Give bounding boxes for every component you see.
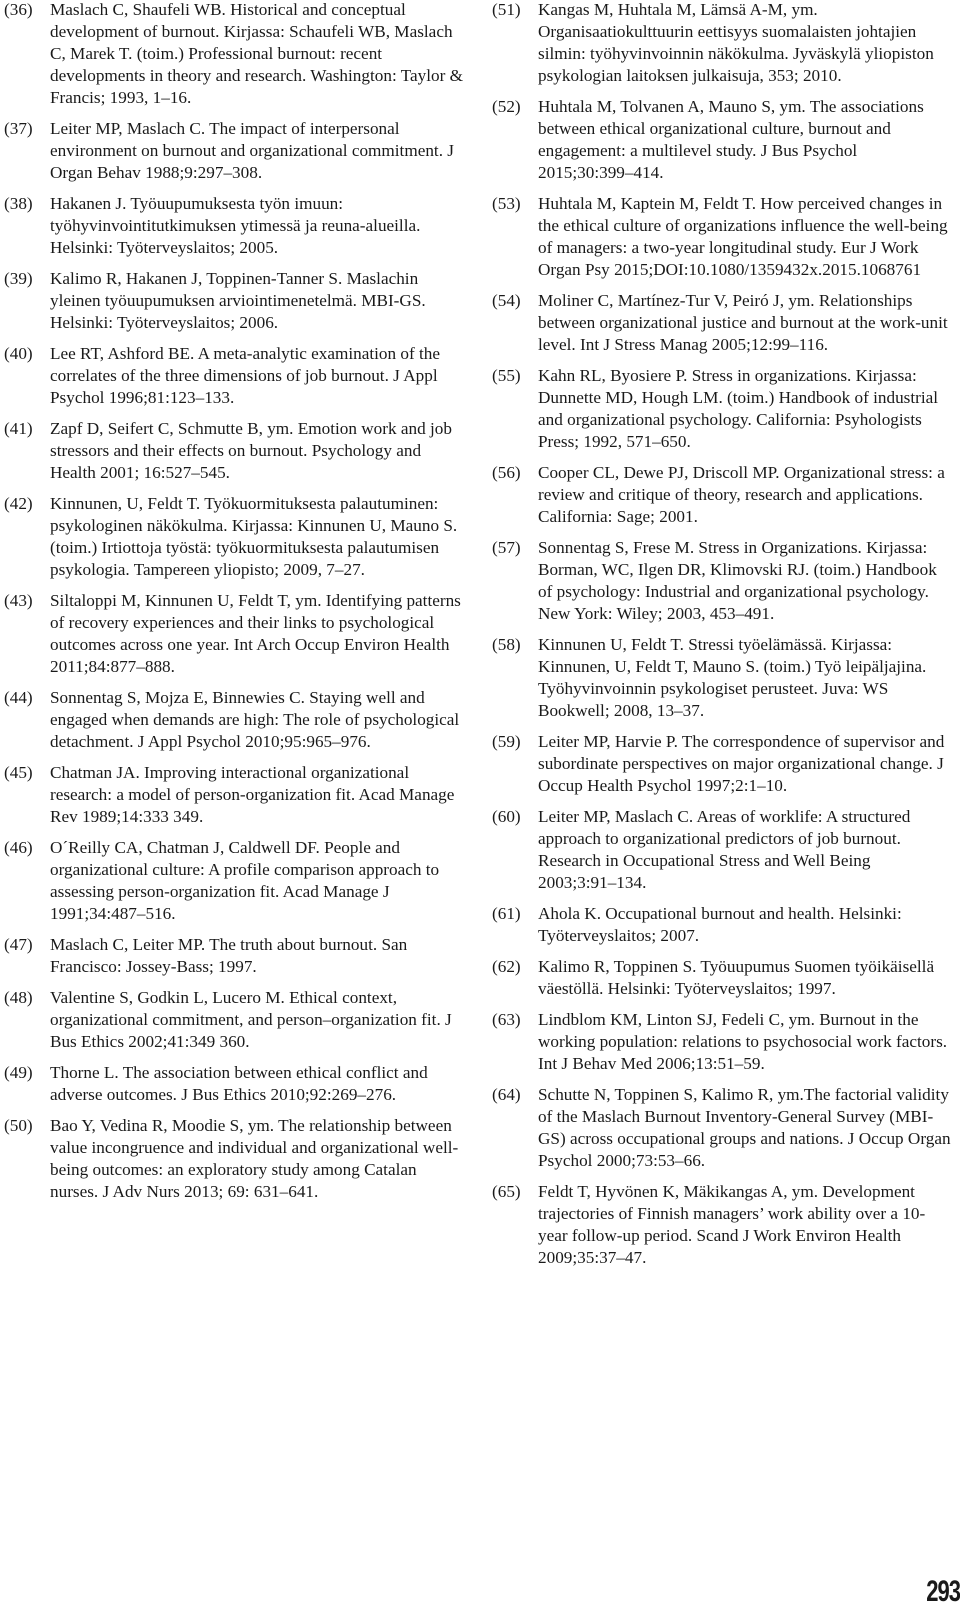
reference-number: (55) (492, 366, 521, 385)
reference-item (492, 806, 952, 894)
reference-item (4, 418, 466, 484)
reference-item (4, 987, 466, 1053)
reference-number: (49) (4, 1063, 33, 1082)
reference-item (492, 731, 952, 797)
reference-text: Sonnentag S, Mojza E, Binnewies C. Staying well and engaged when demands are high: The role of psychological detachment. J Appl Psychol 2010;95:965–976. (50, 688, 460, 751)
reference-number: (64) (492, 1085, 521, 1104)
reference-item (492, 365, 952, 453)
reference-item (492, 193, 952, 281)
reference-text: Feldt T, Hyvönen K, Mäkikangas A, ym. Development trajectories of Finnish managers’ work ability over a 10-year follow-up period. Scand J Work Environ Health 2009;35:37–47. (538, 1182, 926, 1267)
reference-text: Sonnentag S, Frese M. Stress in Organizations. Kirjassa: Borman, WC, Ilgen DR, Klimovski RJ. (toim.) Handbook of psychology: Industrial and organizational psychology. New York: Wiley; 2003, 453–491. (538, 538, 937, 623)
reference-item (492, 956, 952, 1000)
reference-number: (65) (492, 1182, 521, 1201)
reference-text: Kahn RL, Byosiere P. Stress in organizations. Kirjassa: Dunnette MD, Hough LM. (toim.) Handbook of industrial and organizational psychology. California: Psyhologists Press; 1992, 571–650. (538, 366, 939, 451)
reference-number: (36) (4, 0, 33, 19)
reference-text: Chatman JA. Improving interactional organizational research: a model of person-organization fit. Acad Manage Rev 1989;14:333 349. (50, 763, 455, 826)
reference-text: Leiter MP, Harvie P. The correspondence of supervisor and subordinate perspectives on major organizational change. J Occup Health Psychol 1997;2:1–10. (538, 732, 945, 795)
reference-number: (58) (492, 635, 521, 654)
reference-column-right (492, 0, 952, 1278)
reference-text: Huhtala M, Tolvanen A, Mauno S, ym. The associations between ethical organizational culture, burnout and engagement: a multilevel study. J Bus Psychol 2015;30:399–414. (538, 97, 924, 182)
reference-item (4, 0, 466, 109)
reference-number: (45) (4, 763, 33, 782)
reference-number: (44) (4, 688, 33, 707)
reference-text: Lee RT, Ashford BE. A meta-analytic examination of the correlates of the three dimensions of job burnout. J Appl Psychol 1996;81:123–133. (50, 344, 441, 407)
reference-item (492, 1009, 952, 1075)
reference-number: (43) (4, 591, 33, 610)
reference-number: (48) (4, 988, 33, 1007)
reference-item (4, 762, 466, 828)
reference-item (4, 193, 466, 259)
reference-item (4, 493, 466, 581)
reference-text: Zapf D, Seifert C, Schmutte B, ym. Emotion work and job stressors and their effects on burnout. Psychology and Health 2001; 16:527–545. (50, 419, 452, 482)
reference-item (4, 934, 466, 978)
reference-text: Bao Y, Vedina R, Moodie S, ym. The relationship between value incongruence and individual and organizational well-being outcomes: an exploratory study among Catalan nurses. J Adv Nurs 2013; 69: 631–641. (50, 1116, 459, 1201)
reference-text: Hakanen J. Työuupumuksesta työn imuun: työhyvinvointitutkimuksen ytimessä ja reuna-alueilla. Helsinki: Työterveyslaitos; 2005. (50, 194, 421, 257)
reference-item (4, 343, 466, 409)
reference-text: Kalimo R, Toppinen S. Työuupumus Suomen työikäisellä väestöllä. Helsinki: Työterveyslaitos; 1997. (538, 957, 935, 998)
reference-item (4, 590, 466, 678)
reference-number: (60) (492, 807, 521, 826)
reference-number: (56) (492, 463, 521, 482)
reference-item (492, 1084, 952, 1172)
reference-number: (53) (492, 194, 521, 213)
reference-text: Siltaloppi M, Kinnunen U, Feldt T, ym. Identifying patterns of recovery experiences and their links to psychological outcomes across one year. Int Arch Occup Environ Health 2011;84:877–888. (50, 591, 461, 676)
reference-number: (39) (4, 269, 33, 288)
reference-item (4, 1115, 466, 1203)
reference-item (492, 96, 952, 184)
reference-item (492, 0, 952, 87)
reference-text: Maslach C, Shaufeli WB. Historical and conceptual development of burnout. Kirjassa: Schaufeli WB, Maslach C, Marek T. (toim.) Professional burnout: recent developments in theory and research. Washington: Taylor & Francis; 1993, 1–16. (50, 0, 463, 107)
reference-number: (41) (4, 419, 33, 438)
reference-text: Kinnunen U, Feldt T. Stressi työelämässä. Kirjassa: Kinnunen, U, Feldt T, Mauno S. (toim.) Työ leipäljajina. Työhyvinvoinnin psykologiset perusteet. Juva: WS Bookwell; 2008, 13–37. (538, 635, 927, 720)
reference-text: Leiter MP, Maslach C. Areas of worklife: A structured approach to organizational predictors of job burnout. Research in Occupational Stress and Well Being 2003;3:91–134. (538, 807, 911, 892)
reference-item (4, 687, 466, 753)
reference-item (492, 537, 952, 625)
reference-item (492, 462, 952, 528)
reference-text: Lindblom KM, Linton SJ, Fedeli C, ym. Burnout in the working population: relations to psychosocial work factors. Int J Behav Med 2006;13:51–59. (538, 1010, 948, 1073)
reference-number: (42) (4, 494, 33, 513)
reference-number: (57) (492, 538, 521, 557)
reference-text: Maslach C, Leiter MP. The truth about burnout. San Francisco: Jossey-Bass; 1997. (50, 935, 408, 976)
reference-number: (61) (492, 904, 521, 923)
reference-item (492, 634, 952, 722)
reference-number: (50) (4, 1116, 33, 1135)
reference-number: (46) (4, 838, 33, 857)
reference-text: O´Reilly CA, Chatman J, Caldwell DF. People and organizational culture: A profile comparison approach to assessing person-organization fit. Acad Manage J 1991;34:487–516. (50, 838, 440, 923)
reference-item (492, 1181, 952, 1269)
reference-item (492, 290, 952, 356)
reference-item (4, 837, 466, 925)
reference-item (492, 903, 952, 947)
reference-text: Cooper CL, Dewe PJ, Driscoll MP. Organizational stress: a review and critique of theory, research and applications. California: Sage; 2001. (538, 463, 945, 526)
reference-number: (40) (4, 344, 33, 363)
reference-text: Thorne L. The association between ethical conflict and adverse outcomes. J Bus Ethics 2010;92:269–276. (50, 1063, 428, 1104)
reference-column-left (4, 0, 466, 1212)
reference-item (4, 268, 466, 334)
reference-text: Leiter MP, Maslach C. The impact of interpersonal environment on burnout and organizational commitment. J Organ Behav 1988;9:297–308. (50, 119, 454, 182)
reference-item (4, 1062, 466, 1106)
reference-text: Ahola K. Occupational burnout and health. Helsinki: Työterveyslaitos; 2007. (538, 904, 902, 945)
reference-number: (47) (4, 935, 33, 954)
reference-text: Huhtala M, Kaptein M, Feldt T. How perceived changes in the ethical culture of organizations influence the well-being of managers: a two-year longitudinal study. Eur J Work Organ Psy 2015;DOI:10.1080/1359432x.2015.1068761 (538, 194, 948, 279)
reference-number: (54) (492, 291, 521, 310)
reference-text: Kangas M, Huhtala M, Lämsä A-M, ym. Organisaatiokulttuurin eettisyys suomalaisten johtajien silmin: työhyvinvoinnin näkökulma. Jyväskylä yliopiston psykologian laitoksen julkaisuja, 353; 2010. (538, 0, 934, 85)
reference-number: (52) (492, 97, 521, 116)
reference-number: (51) (492, 0, 521, 19)
reference-text: Kalimo R, Hakanen J, Toppinen-Tanner S. Maslachin yleinen työuupumuksen arviointimenetelmä. MBI-GS. Helsinki: Työterveyslaitos; 2006. (50, 269, 426, 332)
reference-number: (63) (492, 1010, 521, 1029)
reference-item (4, 118, 466, 184)
page-number: 293 (926, 1573, 960, 1608)
reference-number: (37) (4, 119, 33, 138)
reference-text: Moliner C, Martínez-Tur V, Peiró J, ym. Relationships between organizational justice and burnout at the work-unit level. Int J Stress Manag 2005;12:99–116. (538, 291, 948, 354)
reference-text: Kinnunen, U, Feldt T. Työkuormituksesta palautuminen: psykologinen näkökulma. Kirjassa: Kinnunen U, Mauno S. (toim.) Irtiottoja työstä: työkuormituksesta palautumisen psykologia. Tampereen yliopisto; 2009, 7–27. (50, 494, 458, 579)
reference-text: Valentine S, Godkin L, Lucero M. Ethical context, organizational commitment, and person–organization fit. J Bus Ethics 2002;41:349 360. (50, 988, 452, 1051)
reference-number: (38) (4, 194, 33, 213)
reference-text: Schutte N, Toppinen S, Kalimo R, ym.The factorial validity of the Maslach Burnout Inventory-General Survey (MBI-GS) across occupational groups and nations. J Occup Organ Psychol 2000;73:53–66. (538, 1085, 951, 1170)
reference-number: (59) (492, 732, 521, 751)
reference-number: (62) (492, 957, 521, 976)
